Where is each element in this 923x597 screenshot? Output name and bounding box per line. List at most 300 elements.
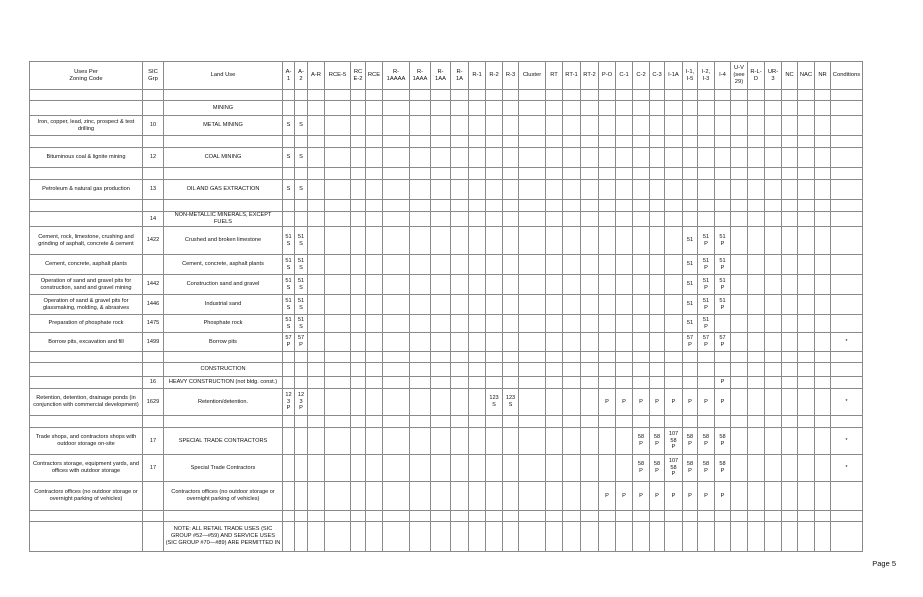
zone-cell bbox=[782, 315, 798, 333]
zone-cell bbox=[351, 227, 366, 255]
zone-cell bbox=[451, 428, 469, 455]
zone-cell bbox=[650, 333, 665, 352]
land-use-cell: Special Trade Contractors bbox=[164, 455, 283, 482]
column-header: NR bbox=[815, 62, 831, 90]
conditions-cell bbox=[831, 377, 863, 389]
empty-cell bbox=[715, 200, 731, 212]
zone-cell: 58 P bbox=[683, 455, 698, 482]
zone-cell: 51 S bbox=[283, 227, 295, 255]
zone-cell bbox=[633, 275, 650, 295]
zone-cell bbox=[581, 482, 599, 511]
sic-cell: 13 bbox=[143, 180, 164, 200]
zone-cell bbox=[410, 377, 431, 389]
land-use-cell: NOTE: ALL RETAIL TRADE USES (SIC GROUP #52—#59) AND SERVICE USES (SIC GROUP #70—#89) ARE PERMITTED IN bbox=[164, 522, 283, 552]
zone-cell bbox=[815, 315, 831, 333]
empty-cell bbox=[283, 416, 295, 428]
zone-cell bbox=[546, 255, 563, 275]
zone-cell bbox=[546, 295, 563, 315]
empty-cell bbox=[30, 168, 143, 180]
zone-cell bbox=[503, 275, 519, 295]
zone-cell bbox=[782, 377, 798, 389]
zone-cell bbox=[366, 522, 383, 552]
zone-cell bbox=[815, 363, 831, 377]
zone-cell bbox=[503, 227, 519, 255]
empty-cell bbox=[519, 416, 546, 428]
zone-cell bbox=[431, 212, 451, 227]
zone-cell bbox=[410, 522, 431, 552]
use-cell: Borrow pits, excavation and fill bbox=[30, 333, 143, 352]
zone-cell bbox=[731, 428, 748, 455]
empty-cell bbox=[30, 200, 143, 212]
empty-cell bbox=[798, 168, 815, 180]
zone-cell bbox=[503, 482, 519, 511]
empty-cell bbox=[581, 90, 599, 101]
zone-cell bbox=[410, 212, 431, 227]
empty-cell bbox=[283, 90, 295, 101]
zone-cell bbox=[731, 227, 748, 255]
zone-cell bbox=[563, 333, 581, 352]
zone-cell bbox=[366, 363, 383, 377]
zone-cell bbox=[295, 101, 308, 116]
zone-cell: 51 P bbox=[698, 315, 715, 333]
empty-cell bbox=[616, 168, 633, 180]
zone-cell bbox=[616, 377, 633, 389]
zone-cell bbox=[410, 482, 431, 511]
zone-cell bbox=[469, 315, 486, 333]
zone-cell: 51 P bbox=[715, 275, 731, 295]
empty-cell bbox=[650, 200, 665, 212]
zone-cell bbox=[633, 148, 650, 168]
zone-cell bbox=[748, 180, 765, 200]
zone-cell bbox=[563, 482, 581, 511]
zone-cell: 51 P bbox=[715, 227, 731, 255]
zone-cell bbox=[563, 295, 581, 315]
empty-cell bbox=[715, 352, 731, 363]
column-header: A- 2 bbox=[295, 62, 308, 90]
empty-cell bbox=[143, 136, 164, 148]
empty-cell bbox=[366, 200, 383, 212]
zone-cell bbox=[503, 522, 519, 552]
empty-cell bbox=[164, 168, 283, 180]
zone-cell bbox=[325, 227, 351, 255]
zone-cell: S bbox=[295, 116, 308, 136]
zone-cell bbox=[616, 295, 633, 315]
empty-cell bbox=[546, 200, 563, 212]
empty-cell bbox=[599, 352, 616, 363]
zone-cell bbox=[383, 148, 410, 168]
empty-cell bbox=[546, 136, 563, 148]
empty-cell bbox=[650, 168, 665, 180]
empty-cell bbox=[164, 200, 283, 212]
empty-cell bbox=[748, 416, 765, 428]
empty-cell bbox=[451, 511, 469, 522]
zone-cell bbox=[308, 295, 325, 315]
zone-cell bbox=[798, 363, 815, 377]
empty-cell bbox=[431, 200, 451, 212]
empty-cell bbox=[283, 511, 295, 522]
column-header: Cluster bbox=[519, 62, 546, 90]
zone-cell bbox=[451, 377, 469, 389]
empty-cell bbox=[469, 90, 486, 101]
empty-cell bbox=[633, 352, 650, 363]
column-header: I-2, I-3 bbox=[698, 62, 715, 90]
zone-cell bbox=[815, 227, 831, 255]
zone-cell bbox=[782, 522, 798, 552]
zone-cell bbox=[815, 377, 831, 389]
zone-cell bbox=[431, 295, 451, 315]
zoning-table bbox=[29, 61, 863, 552]
zone-cell bbox=[581, 315, 599, 333]
zone-cell bbox=[599, 315, 616, 333]
zone-cell bbox=[366, 101, 383, 116]
zone-cell: P bbox=[665, 482, 683, 511]
zone-cell bbox=[366, 315, 383, 333]
empty-cell bbox=[519, 511, 546, 522]
zone-cell bbox=[563, 148, 581, 168]
empty-cell bbox=[308, 511, 325, 522]
zone-cell bbox=[383, 377, 410, 389]
empty-cell bbox=[698, 352, 715, 363]
empty-cell bbox=[683, 136, 698, 148]
conditions-cell bbox=[831, 295, 863, 315]
zone-cell bbox=[650, 227, 665, 255]
zone-cell bbox=[325, 428, 351, 455]
zone-cell: 58 P bbox=[633, 428, 650, 455]
empty-cell bbox=[782, 200, 798, 212]
empty-cell bbox=[748, 168, 765, 180]
zone-cell bbox=[451, 315, 469, 333]
zone-cell: P bbox=[599, 389, 616, 416]
empty-cell bbox=[831, 200, 863, 212]
zone-cell bbox=[283, 377, 295, 389]
zone-cell bbox=[650, 363, 665, 377]
zone-cell bbox=[469, 455, 486, 482]
empty-cell bbox=[616, 136, 633, 148]
zone-cell bbox=[383, 333, 410, 352]
zone-cell bbox=[469, 522, 486, 552]
empty-cell bbox=[798, 352, 815, 363]
zone-cell bbox=[325, 101, 351, 116]
zone-cell bbox=[715, 101, 731, 116]
zone-cell bbox=[563, 180, 581, 200]
empty-cell bbox=[366, 168, 383, 180]
zone-cell bbox=[366, 148, 383, 168]
zone-cell bbox=[731, 315, 748, 333]
empty-cell bbox=[143, 90, 164, 101]
zone-cell bbox=[410, 333, 431, 352]
use-cell bbox=[30, 101, 143, 116]
zone-cell bbox=[410, 148, 431, 168]
zone-cell: 51 S bbox=[295, 275, 308, 295]
column-header: R- 1AA bbox=[431, 62, 451, 90]
sic-cell: 17 bbox=[143, 455, 164, 482]
column-header: RT-1 bbox=[563, 62, 581, 90]
empty-cell bbox=[351, 136, 366, 148]
empty-cell bbox=[599, 511, 616, 522]
empty-cell bbox=[563, 416, 581, 428]
empty-cell bbox=[765, 416, 782, 428]
table-row bbox=[30, 363, 863, 377]
zone-cell bbox=[798, 101, 815, 116]
empty-cell bbox=[164, 511, 283, 522]
spacer-row bbox=[30, 136, 863, 148]
zone-cell bbox=[815, 212, 831, 227]
land-use-cell: SPECIAL TRADE CONTRACTORS bbox=[164, 428, 283, 455]
column-header: U-V (see 29) bbox=[731, 62, 748, 90]
use-cell: Cement, rock, limestone, crushing and grinding of asphalt, concrete & cement bbox=[30, 227, 143, 255]
zone-cell bbox=[546, 227, 563, 255]
zone-cell bbox=[782, 275, 798, 295]
zone-cell bbox=[366, 295, 383, 315]
zone-cell bbox=[765, 389, 782, 416]
zone-cell bbox=[731, 333, 748, 352]
spacer-row bbox=[30, 511, 863, 522]
zone-cell bbox=[351, 428, 366, 455]
use-cell: Contractors storage, equipment yards, and offices with outdoor storage bbox=[30, 455, 143, 482]
column-header: R-L- D bbox=[748, 62, 765, 90]
column-header: A- 1 bbox=[283, 62, 295, 90]
zone-cell bbox=[519, 315, 546, 333]
zone-cell bbox=[295, 363, 308, 377]
empty-cell bbox=[410, 352, 431, 363]
empty-cell bbox=[782, 511, 798, 522]
zone-cell bbox=[410, 227, 431, 255]
empty-cell bbox=[351, 168, 366, 180]
zone-cell bbox=[366, 116, 383, 136]
table-row bbox=[30, 315, 863, 333]
table-row bbox=[30, 482, 863, 511]
zone-cell bbox=[765, 101, 782, 116]
zone-cell: 51 bbox=[683, 275, 698, 295]
empty-cell bbox=[486, 511, 503, 522]
zone-cell: 51 P bbox=[715, 295, 731, 315]
zone-cell bbox=[546, 275, 563, 295]
use-cell bbox=[30, 377, 143, 389]
zone-cell bbox=[325, 212, 351, 227]
zone-cell bbox=[581, 522, 599, 552]
zone-cell: 58 P bbox=[698, 455, 715, 482]
conditions-cell: * bbox=[831, 455, 863, 482]
zone-cell bbox=[486, 522, 503, 552]
empty-cell bbox=[650, 416, 665, 428]
land-use-cell: Phosphate rock bbox=[164, 315, 283, 333]
zone-cell bbox=[519, 227, 546, 255]
zone-cell bbox=[650, 275, 665, 295]
column-header: Conditions bbox=[831, 62, 863, 90]
empty-cell bbox=[782, 416, 798, 428]
empty-cell bbox=[546, 416, 563, 428]
empty-cell bbox=[683, 200, 698, 212]
zone-cell bbox=[325, 389, 351, 416]
zone-cell bbox=[782, 180, 798, 200]
zone-cell bbox=[366, 275, 383, 295]
zone-cell bbox=[351, 389, 366, 416]
zone-cell bbox=[519, 116, 546, 136]
zone-cell bbox=[765, 116, 782, 136]
empty-cell bbox=[563, 352, 581, 363]
zone-cell bbox=[383, 212, 410, 227]
zone-cell bbox=[748, 227, 765, 255]
empty-cell bbox=[616, 352, 633, 363]
zone-cell bbox=[765, 315, 782, 333]
empty-cell bbox=[383, 352, 410, 363]
empty-cell bbox=[469, 511, 486, 522]
conditions-cell bbox=[831, 275, 863, 295]
zone-cell bbox=[633, 333, 650, 352]
zone-cell bbox=[546, 389, 563, 416]
sic-cell: 17 bbox=[143, 428, 164, 455]
empty-cell bbox=[599, 200, 616, 212]
zone-cell: 51 P bbox=[698, 295, 715, 315]
empty-cell bbox=[143, 200, 164, 212]
zone-cell bbox=[351, 522, 366, 552]
empty-cell bbox=[546, 90, 563, 101]
zone-cell bbox=[308, 455, 325, 482]
empty-cell bbox=[143, 168, 164, 180]
sic-cell bbox=[143, 363, 164, 377]
empty-cell bbox=[486, 352, 503, 363]
empty-cell bbox=[308, 90, 325, 101]
zone-cell bbox=[563, 315, 581, 333]
zone-cell: P bbox=[633, 482, 650, 511]
zone-cell: 58 P bbox=[698, 428, 715, 455]
conditions-cell bbox=[831, 148, 863, 168]
zone-cell bbox=[782, 482, 798, 511]
empty-cell bbox=[683, 90, 698, 101]
zone-cell bbox=[731, 275, 748, 295]
empty-cell bbox=[831, 352, 863, 363]
zone-cell bbox=[519, 482, 546, 511]
table-row bbox=[30, 275, 863, 295]
zone-cell bbox=[410, 275, 431, 295]
zone-cell bbox=[616, 333, 633, 352]
zone-cell bbox=[366, 428, 383, 455]
zone-cell bbox=[782, 101, 798, 116]
zone-cell bbox=[503, 101, 519, 116]
zone-cell bbox=[451, 227, 469, 255]
zone-cell: 58 P bbox=[633, 455, 650, 482]
zone-cell bbox=[410, 315, 431, 333]
empty-cell bbox=[486, 90, 503, 101]
column-header: RC E-2 bbox=[351, 62, 366, 90]
empty-cell bbox=[731, 136, 748, 148]
zone-cell bbox=[633, 227, 650, 255]
zone-cell bbox=[283, 363, 295, 377]
use-cell: Petroleum & natural gas production bbox=[30, 180, 143, 200]
empty-cell bbox=[715, 416, 731, 428]
zone-cell: P bbox=[715, 482, 731, 511]
zone-cell bbox=[616, 148, 633, 168]
zone-cell bbox=[798, 389, 815, 416]
sic-cell: 1442 bbox=[143, 275, 164, 295]
zone-cell: P bbox=[599, 482, 616, 511]
column-header: UR- 3 bbox=[765, 62, 782, 90]
zone-cell bbox=[633, 377, 650, 389]
zone-cell bbox=[366, 180, 383, 200]
zone-cell bbox=[748, 295, 765, 315]
zone-cell bbox=[325, 333, 351, 352]
zone-cell bbox=[616, 363, 633, 377]
zone-cell bbox=[383, 227, 410, 255]
zone-cell bbox=[650, 315, 665, 333]
column-header: NAC bbox=[798, 62, 815, 90]
zone-cell bbox=[283, 428, 295, 455]
zone-cell bbox=[308, 522, 325, 552]
zone-cell bbox=[351, 482, 366, 511]
zone-cell bbox=[451, 275, 469, 295]
empty-cell bbox=[431, 90, 451, 101]
zone-cell bbox=[308, 148, 325, 168]
zone-cell bbox=[616, 455, 633, 482]
zone-cell: S bbox=[295, 148, 308, 168]
page-number: Page 5 bbox=[872, 559, 896, 568]
empty-cell bbox=[782, 136, 798, 148]
column-header: A-R bbox=[308, 62, 325, 90]
zone-cell bbox=[295, 522, 308, 552]
zone-cell bbox=[451, 333, 469, 352]
empty-cell bbox=[563, 90, 581, 101]
zone-cell bbox=[698, 116, 715, 136]
zone-cell bbox=[451, 389, 469, 416]
empty-cell bbox=[164, 352, 283, 363]
sic-cell bbox=[143, 101, 164, 116]
table-row bbox=[30, 333, 863, 352]
empty-cell bbox=[469, 168, 486, 180]
empty-cell bbox=[831, 136, 863, 148]
empty-cell bbox=[581, 511, 599, 522]
sic-cell: 10 bbox=[143, 116, 164, 136]
zone-cell bbox=[798, 116, 815, 136]
zone-cell bbox=[519, 363, 546, 377]
zone-cell bbox=[563, 212, 581, 227]
zone-cell bbox=[351, 275, 366, 295]
zone-cell bbox=[325, 363, 351, 377]
zone-cell bbox=[581, 148, 599, 168]
zone-cell: 51 S bbox=[295, 255, 308, 275]
column-header: R- 1AAA bbox=[410, 62, 431, 90]
zone-cell bbox=[616, 255, 633, 275]
zone-cell bbox=[815, 116, 831, 136]
empty-cell bbox=[782, 352, 798, 363]
zone-cell bbox=[469, 180, 486, 200]
zone-cell: 51 S bbox=[295, 227, 308, 255]
zone-cell bbox=[650, 180, 665, 200]
empty-cell bbox=[410, 200, 431, 212]
use-cell: Cement, concrete, asphalt plants bbox=[30, 255, 143, 275]
table-row bbox=[30, 428, 863, 455]
empty-cell bbox=[143, 416, 164, 428]
empty-cell bbox=[295, 352, 308, 363]
empty-cell bbox=[486, 168, 503, 180]
zone-cell bbox=[683, 377, 698, 389]
zone-cell bbox=[731, 101, 748, 116]
zone-cell bbox=[798, 455, 815, 482]
use-cell: Preparation of phosphate rock bbox=[30, 315, 143, 333]
zone-cell bbox=[782, 333, 798, 352]
empty-cell bbox=[563, 511, 581, 522]
zone-cell bbox=[782, 455, 798, 482]
zone-cell: 58 P bbox=[715, 455, 731, 482]
zone-cell bbox=[633, 255, 650, 275]
zone-cell bbox=[599, 295, 616, 315]
empty-cell bbox=[815, 511, 831, 522]
empty-cell bbox=[748, 352, 765, 363]
land-use-cell: MINING bbox=[164, 101, 283, 116]
empty-cell bbox=[325, 352, 351, 363]
zone-cell bbox=[563, 455, 581, 482]
column-header: R-2 bbox=[486, 62, 503, 90]
empty-cell bbox=[295, 168, 308, 180]
